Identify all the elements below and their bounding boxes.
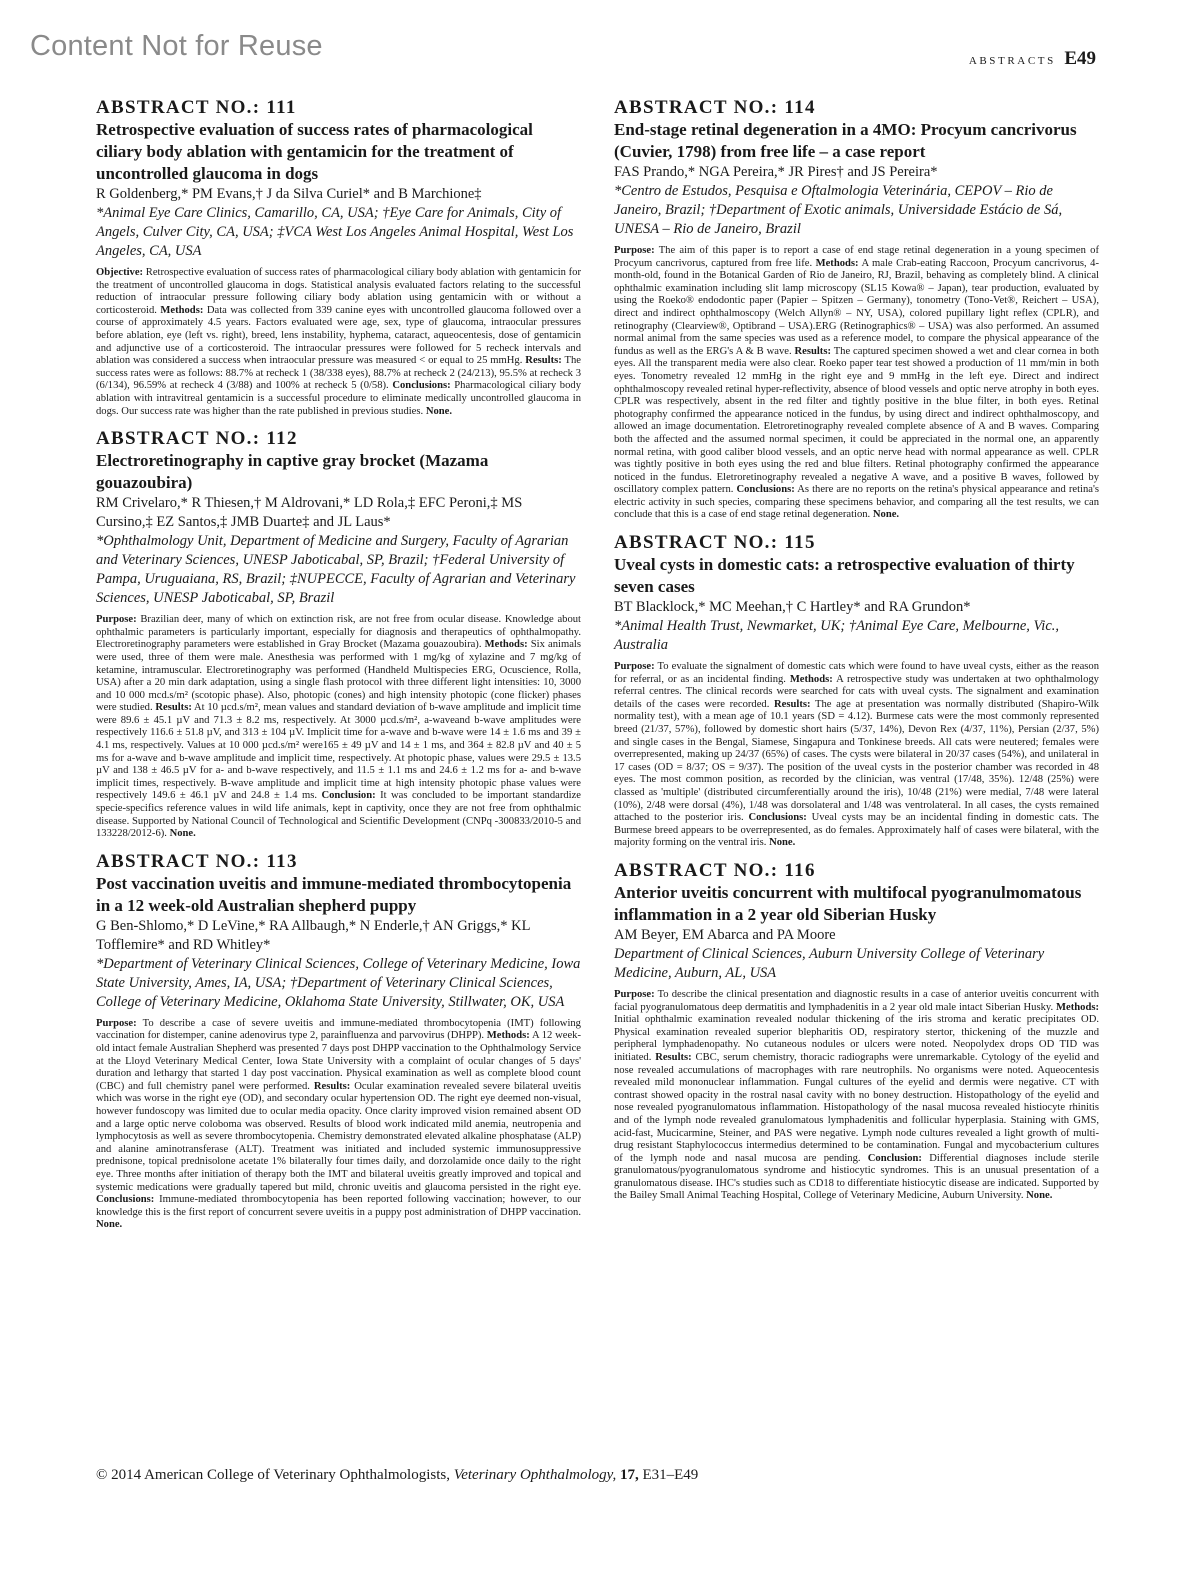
- section-label: Methods:: [815, 257, 859, 269]
- abstract-number: ABSTRACT NO.: 112: [96, 428, 298, 450]
- section-label: Purpose:: [614, 245, 655, 256]
- footer-journal: Veterinary Ophthalmology,: [453, 1467, 617, 1483]
- abstract-body: [614, 989, 1099, 1203]
- section-label: Methods:: [486, 1030, 530, 1042]
- section-label: Conclusions:: [392, 380, 451, 392]
- section-text: At 10 µcd.s/m², mean values and standard deviation of b-wave amplitude and implicit time were 89.6 ± 45.1 µV and 71.3 ± 8.2 ms, respectively. At 3000 µcd.s/m², a-waveand b-wave amplitudes were respectively 116.6 ± 51.8 µV, and 313 ± 104 µV. Implicit time for a-wave and b-wave were 14 ± 1.6 ms and 39 ± 4.1 ms, respectively. Values at 10 000 µcd.s/m² were165 ± 49 µV and 14 ± 1 ms, and 364 ± 82.8 µV and 40 ± 5 ms for a-wave and b-wave amplitude and implicit time, respectively. At photopic phase, values were 29.5 ± 13.5 µV and 138 ± 46.5 µV for a- and b-wave respectively, and 11.5 ± 1.1 ms and 24.6 ± 1.2 ms for a- and b-wave implicit times, respectively. B-wave amplitude and implicit time at high intensity photopic phase values were respectively 149.6 ± 46.1 µV and 24.8 ± 1.4 ms.: [96, 702, 581, 802]
- abstract-title: Electroretinography in captive gray brocket (Mazama gouazoubira): [96, 451, 489, 493]
- footer-copyright: © 2014 American College of Veterinary Ophthalmologists,: [96, 1467, 450, 1483]
- section-label: Methods:: [484, 639, 528, 651]
- section-label: Results:: [655, 1051, 692, 1063]
- footer-volume: 17,: [619, 1467, 639, 1483]
- section-text: Pharmacological ciliary body ablation with intravitreal gentamicin is a successful procedure to eliminate medically uncontrolled glaucoma in dogs. Our success rate was higher than the rate published in previous studies.: [96, 380, 581, 417]
- section-label: Methods:: [1056, 1001, 1100, 1013]
- section-label: Methods:: [160, 304, 204, 316]
- section-label: None.: [1026, 1190, 1053, 1202]
- abstract-body: [96, 267, 581, 418]
- section-label: Results:: [774, 698, 811, 710]
- abstract-affiliations: *Ophthalmology Unit, Department of Medicine and Surgery, Faculty of Agrarian and Veterinary Sciences, UNESP Jaboticabal, SP, Brazil; †Federal University of Pampa, Uruguaiana, RS, Brazil; ‡NUPECCE, Faculty of Agrarian and Veterinary Sciences, UNESP Jaboticabal, SP, Brazil: [96, 533, 576, 607]
- section-text: The age at presentation was normally distributed (Shapiro-Wilk normality test), with a mean age of 10.1 years (SD = 4.12). Burmese cats were the most commonly represented breed (21/37, 57%), followed by domestic short hairs (5/37, 14%), Devon Rex (4/37, 11%), Persian (2/37, 5%) and single cases in the Bengal, Siamese, Singapura and Tonkinese breeds. All cats were neutered; females were overrepresented, making up 24/37 (65%) of cases. The cysts were bilateral in 20/37 cases (54%), and unilateral in 17 cases (OD = 8/37; OS = 9/37). The position of the uveal cysts in the posterior chamber was recorded in 48 eyes. The most common position, as recorded by the clinician, was ventral (17/48, 35%). 12/48 (25%) were classed as 'multiple' (distributed circumferentially around the iris), 10/48 (21%) were medial, 7/48 were lateral (10%), 2/48 were dorsal (4%), 1/48 was dorsolateral and 1/48 was ventrolateral. In all cases, the cysts remained attached to the posterior iris.: [614, 698, 1100, 824]
- abstract-114: [614, 97, 1099, 522]
- abstract-body: [96, 614, 581, 841]
- abstract-title: End-stage retinal degeneration in a 4MO: Procyum cancrivorus (Cuvier, 1798) from free life – a case report: [614, 120, 1077, 161]
- section-label: None.: [872, 509, 900, 521]
- footer: [96, 1467, 698, 1484]
- abstract-112: [96, 428, 581, 841]
- section-label: None.: [96, 1219, 123, 1231]
- section-label: None.: [769, 837, 796, 849]
- section-label: None.: [169, 828, 196, 840]
- section-label: None.: [425, 405, 453, 417]
- section-text: The captured specimen showed a wet and clear cornea in both eyes. All the transparent media were also clear. Roeko paper tear test showed a production of 11 mm/min in both eyes. Tonometry revealed 12 mmHg in the right eye and 9 mmHg in the left eye. Direct and indirect ophthalmoscopy revealed retinal hyper-reflectivity, absence of blood vessels and optic nerve atrophy in both eyes. CPLR was respectively, absent in the red filter and tightly positive in the blue filter, in both eyes. Retinal photography confirmed the appearance noticed in the fundus, by using direct and indirect ophthalmoscopy, and allowed an image documentation. Eletroretinography revealed complete absence of A and B waves. Comparing both the affected and the assumed normal specimen, it could be appreciated in the normal one, an apparently normal retina, with good caliber blood vessels, and an optic nerve head with normal appearance as well. CPLR was tightly positive in both eyes using the red and blue filters. Retinal photography confirmed the appearance noticed in the fundus. Eletroretinography revealed a negative A wave, and a positive B waves, followed by oscillatory complex pattern.: [614, 345, 1099, 496]
- section-label: Results:: [155, 702, 192, 714]
- section-label: Purpose:: [614, 661, 655, 673]
- abstract-title: Anterior uveitis concurrent with multifocal pyogranulmomatous inflammation in a 2 year old Siberian Husky: [614, 882, 1082, 924]
- abstract-authors: BT Blacklock,* MC Meehan,† C Hartley* and RA Grundon*: [614, 599, 971, 616]
- section-label: Purpose:: [96, 1017, 137, 1029]
- section-text: Retrospective evaluation of success rates of pharmacological ciliary body ablation with gentamicin for the treatment of uncontrolled glaucoma in dogs. Statistical analysis evaluated factors relating to the successful reduction of intraocular pressure following ciliary body ablation using gentamicin with or without a corticosteroid.: [96, 267, 581, 316]
- section-text: As there are no reports on the retina's physical appearance and retina's electric activity in such species, comparing these specimens behavior, and comparing all the test results, we can conclude that this is a case of end stage retinal degeneration.: [614, 484, 1099, 521]
- section-text: A male Crab-eating Raccoon, Procyum cancrivorus, 4-month-old, found in the Botanical Garden of Rio de Janeiro, RJ, Brazil, behaving as completely blind. A clinical ophthalmic examination including slit lamp microscopy (SL15 Kowa® – Japan), tear production, evaluated by using the Roeko® endodontic paper (Papier – Spitzen – Germany), tonometry (Tono-Vet®, Reichert – USA), direct and indirect ophthalmoscopy (Welch Allyn® – NY, USA), colored pupillary light reflex (CPLR), and retinography (Clearview®, Optibrand – USA).ERG (Retinographics® – USA) was also performed. An assumed normal animal from the same species was used as a reference model, to compare the physical appearance of the fundus as well as the ERG's A & B wave.: [614, 257, 1099, 357]
- abstract-body: [614, 245, 1099, 522]
- section-text: Brazilian deer, many of which on extinction risk, are not free from ocular disease. Knowledge about ophthalmic parameters is particularly important, especially for diagnosis and therapeutics of ophthalmopathy. Electroretinography parameters were established in Gray Brocket (Mazama gouazoubira).: [96, 614, 581, 651]
- section-text: Differential diagnoses include sterile granulomatous/pyogranulomatous syndrome and histiocytic syndromes. This is an unusual presentation of a granulomatous disease. IHC's studies such as CD18 to differentiate histiocytic disease are indicated. Supported by the Bailey Small Animal Teaching Hospital, College of Veterinary Medicine, Auburn University.: [614, 1152, 1099, 1202]
- section-label: Objective:: [96, 267, 144, 278]
- section-label: Conclusions:: [96, 1194, 155, 1206]
- abstract-authors: RM Crivelaro,* R Thiesen,† M Aldrovani,* LD Rola,‡ EFC Peroni,‡ MS Cursino,‡ EZ Santos,‡ JMB Duarte‡ and JL Laus*: [96, 495, 523, 531]
- abstract-affiliations: *Animal Health Trust, Newmarket, UK; †Animal Eye Care, Melbourne, Vic., Australia: [614, 618, 1060, 654]
- running-head: [969, 48, 1096, 70]
- abstract-number: ABSTRACT NO.: 113: [96, 850, 298, 872]
- abstract-title: Uveal cysts in domestic cats: a retrospective evaluation of thirty seven cases: [614, 555, 1075, 597]
- section-text: Data was collected from 339 canine eyes with uncontrolled glaucoma followed over a course of approximately 4.5 years. Factors evaluated were age, sex, type of glaucoma, intraocular pressures before ablation, eye (left vs. right), breed, lens instability, hyphema, cataract, aqueocentesis, dose of gentamicin and adjunctive use of a corticosteroid. The intraocular pressures were followed for 5 recheck intervals and ablation was considered a success when intraocular pressure was measured < or equal to 25 mmHg.: [96, 304, 581, 367]
- section-text: The aim of this paper is to report a case of end stage retinal degeneration in a young specimen of Procyum cancrivorus, captured from free life.: [614, 245, 1099, 269]
- section-label: Results:: [313, 1080, 351, 1092]
- section-text: Immune-mediated thrombocytopenia has been reported following vaccination; however, to our knowledge this is the first report of concurrent severe uveitis in a puppy post administration of DHPP vaccination.: [96, 1194, 581, 1218]
- section-text: To describe the clinical presentation and diagnostic results in a case of anterior uveitis concurrent with facial pyogranulomatous deep dermatitis and lymphadenitis in a 2 year old male intact Siberian Husky.: [614, 988, 1099, 1013]
- section-label: Conclusion:: [321, 790, 376, 802]
- abstract-113: [96, 851, 581, 1232]
- section-text: A retrospective study was undertaken at two ophthalmology referral centres. The clinical records were searched for cats with uveal cysts. The signalment and examination details of the cases were recorded.: [614, 673, 1099, 710]
- abstract-116: [614, 860, 1099, 1203]
- abstract-authors: R Goldenberg,* PM Evans,† J da Silva Curiel* and B Marchione‡: [96, 186, 482, 202]
- abstract-number: ABSTRACT NO.: 114: [614, 97, 816, 118]
- section-text: To describe a case of severe uveitis and immune-mediated thrombocytopenia (IMT) following vaccination for distemper, canine adenovirus type 2, parainfluenza and parvovirus (DHPP).: [96, 1017, 581, 1042]
- section-label: Conclusions:: [736, 484, 795, 496]
- section-label: Purpose:: [614, 988, 655, 1000]
- abstract-number: ABSTRACT NO.: 111: [96, 97, 297, 118]
- abstract-title: Post vaccination uveitis and immune-mediated thrombocytopenia in a 12 week-old Australian shepherd puppy: [96, 873, 572, 915]
- watermark-text: Content Not for Reuse: [30, 30, 323, 62]
- left-column: [96, 97, 581, 1242]
- section-text: Ocular examination revealed severe bilateral uveitis which was worse in the right eye (OD), and secondary ocular hypertension OD. The right eye deemed non-visual, however fundoscopy was limited due to ocular media opacity. Once clarity improved vision remained absent OD and a large optic nerve coloboma was observed. Results of blood work indicated mild anemia, neutropenia and lymphocytosis as well as severe thrombocytopenia. Chemistry demonstrated elevated alkaline phosphatase (ALP) and alanine aminotransferase (ALT). Treatment was initiated and included systemic immunosuppressive prednisone, topical prednisolone acetate 1% bilaterally four times daily, and dorzolamide once daily to the right eye. Three months after initiation of therapy both the IMT and bilateral uveitis greatly improved and topical and systemic medications were gradually tapered but mild, chronic uveitis and glaucoma persisted in the right eye.: [96, 1080, 581, 1193]
- abstract-authors: G Ben-Shlomo,* D LeVine,* RA Allbaugh,* N Enderle,† AN Griggs,* KL Tofflemire* and RD Whitley*: [96, 917, 530, 953]
- abstract-authors: AM Beyer, EM Abarca and PA Moore: [614, 926, 836, 943]
- page-number: E49: [1064, 48, 1096, 69]
- abstract-body: [96, 1018, 581, 1232]
- right-column: [614, 97, 1099, 1213]
- abstract-115: [614, 532, 1099, 850]
- abstract-111: [96, 97, 581, 418]
- section-text: CBC, serum chemistry, thoracic radiographs were unremarkable. Cytology of the eyelid and nose revealed accumulations of macrophages with rare neutrophils. No organisms were noted. Aqueocentesis revealed mild mononuclear inflammation. Fungal cultures of the eyelid and dermis were negative. CT with contrast showed opacity in the rostral nasal cavity with no boney destruction. Histopathology of the eyelid and nose revealed pyogranulomatous inflammation. Histopathology of the nasal mucosa revealed histiocyte rhinitis and of the lymph node revealed granulomatous lymphadenitis and follicular hyperplasia. Staining with GMS, acid-fast, Mucicarmine, Steiner, and PAS were negative. Lymph node cultures revealed a light growth of multi-drug resistant Staphylococcus intermedius determined to be contamination. Fungal and mycobacterium cultures of the lymph node and nasal mucosa are pending.: [614, 1051, 1099, 1164]
- section-label: Conclusions:: [748, 812, 807, 824]
- abstract-affiliations: *Centro de Estudos, Pesquisa e Oftalmologia Veterinária, CEPOV – Rio de Janeiro, Brazil; †Department of Exotic animals, Universidade Estácio de Sá, UNESA – Rio de Janeiro, Brazil: [614, 183, 1063, 237]
- section-text: Uveal cysts may be an incidental finding in domestic cats. The Burmese breed appears to be overrepresented, as do females. Approximately half of cases were bilateral, with the majority forming on the ventral iris.: [614, 812, 1099, 849]
- running-head-section: ABSTRACTS: [968, 55, 1056, 67]
- section-label: Conclusion:: [867, 1152, 922, 1164]
- section-text: It was concluded to be important standardize specie-specifics reference values in wild life animals, kept in captivity, once they are not free from ophthalmic disease. Supported by National Council of Technological and Scientific Development (CNPq -300833/2010-5 and 133228/2012-6).: [96, 790, 581, 840]
- section-text: A 12 week-old intact female Australian Shepherd was presented 7 days post DHPP vaccination to the Ophthalmology Service at the Lloyd Veterinary Medical Center, Iowa State University with a complaint of ocular changes of 5 days' duration and lethargy that started 1 day post vaccination. Physical examination as well as complete blood count (CBC) and full chemistry panel were performed.: [96, 1030, 581, 1092]
- section-label: Methods:: [789, 673, 833, 685]
- abstract-affiliations: Department of Clinical Sciences, Auburn University College of Veterinary Medicine, Auburn, AL, USA: [614, 945, 1045, 981]
- section-text: To evaluate the signalment of domestic cats which were found to have uveal cysts, either as the reason for referral, or as an incidental finding.: [614, 661, 1099, 685]
- abstract-authors: FAS Prando,* NGA Pereira,* JR Pires† and JS Pereira*: [614, 164, 938, 180]
- section-label: Purpose:: [96, 614, 137, 626]
- abstract-body: [614, 661, 1099, 850]
- abstract-number: ABSTRACT NO.: 115: [614, 532, 816, 554]
- section-text: Six animals were used, three of them were male. Anesthesia was performed with 1 mg/kg of xylazine and 7 mg/kg of ketamine, intramuscular. Electroretinography was performed (Handheld Multispecies ERG, Ocuscience, Rolla, USA) after a 20 min dark adaptation, using a single flash protocol with three different light intensities: 10, 3000 and 10 000 mcd.s/m² (scotopic phase). Also, photopic (cones) and high intensity photopic (cone flicker) phases were studied.: [96, 639, 581, 714]
- abstract-affiliations: *Animal Eye Care Clinics, Camarillo, CA, USA; †Eye Care for Animals, City of Angels, Culver City, CA, USA; ‡VCA West Los Angeles Animal Hospital, West Los Angeles, CA, USA: [96, 205, 574, 259]
- footer-pages: E31–E49: [642, 1467, 699, 1483]
- abstract-number: ABSTRACT NO.: 116: [614, 859, 816, 881]
- section-label: Results:: [794, 345, 831, 357]
- abstract-title: Retrospective evaluation of success rates of pharmacological ciliary body ablation with gentamicin for the treatment of uncontrolled glaucoma in dogs: [96, 120, 533, 183]
- section-text: Initial ophthalmic examination revealed nodular thickening of the iris stroma and keratic precipitates OD. Physical examination revealed superior blepharitis OD, respiratory stertor, thickening of the muzzle and peripheral lymphadenopathy. No cutaneous nodules or ulcers were noted. Neopolydex drops OD TID was initiated.: [614, 1014, 1099, 1063]
- abstract-affiliations: *Department of Veterinary Clinical Sciences, College of Veterinary Medicine, Iowa State University, Ames, IA, USA; †Department of Veterinary Clinical Sciences, College of Veterinary Medicine, Oklahoma State University, Stillwater, OK, USA: [96, 955, 581, 1010]
- section-text: The success rates were as follows: 88.7% at recheck 1 (38/338 eyes), 88.7% at recheck 2 (24/213), 95.5% at recheck 3 (6/134), 96.59% at recheck 4 (3/88) and 100% at recheck 5 (0/58).: [96, 355, 581, 392]
- section-label: Results:: [525, 355, 562, 367]
